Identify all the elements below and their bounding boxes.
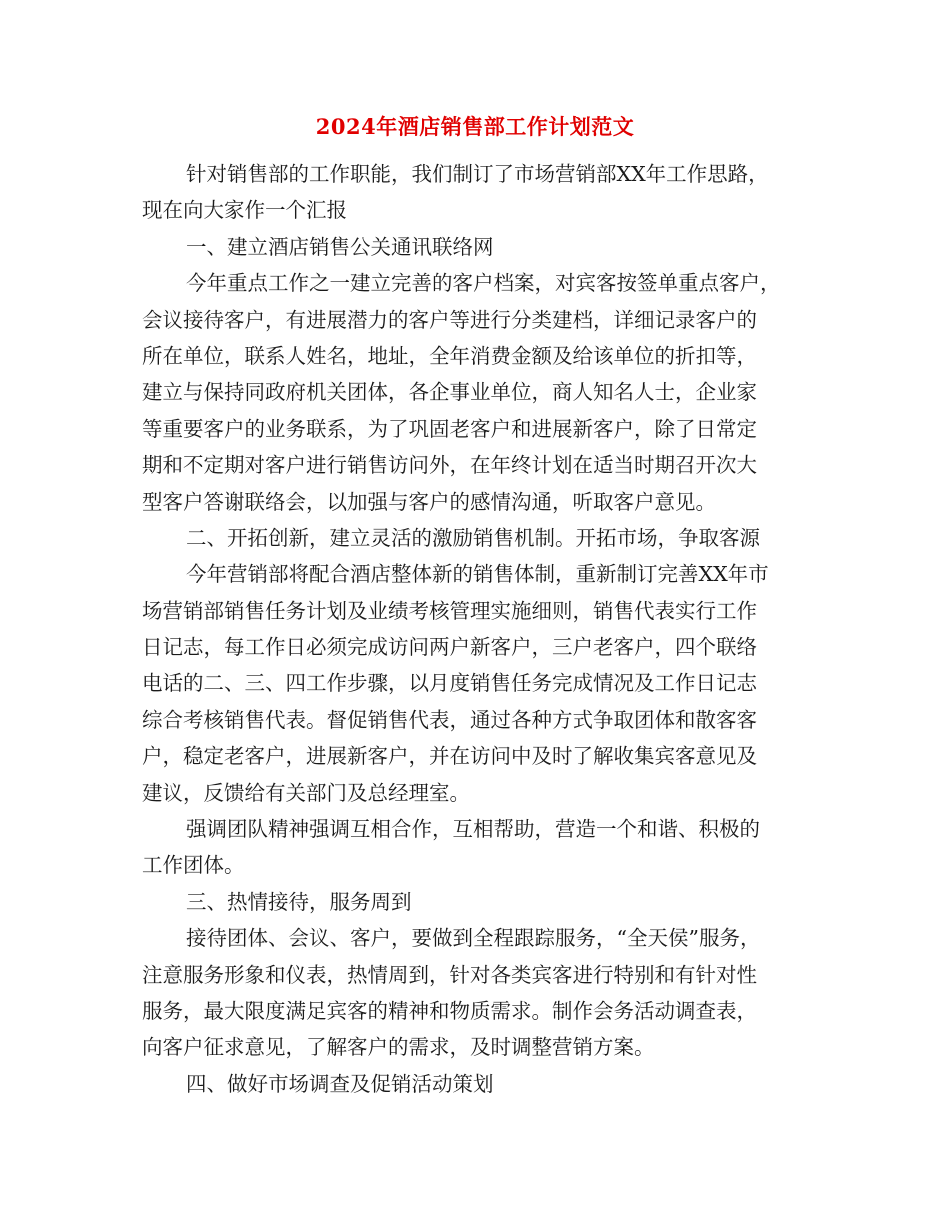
body-line: 向客户征求意见，了解客户的需求，及时调整营销方案。 [142, 1035, 655, 1060]
body-line: 二、开拓创新，建立灵活的激励销售机制。开拓市场，争取客源 [186, 525, 760, 550]
body-line: 三、热情接待，服务周到 [186, 889, 412, 914]
body-line: 场营销部销售任务计划及业绩考核管理实施细则，销售代表实行工作 [142, 598, 757, 623]
body-line: 接待团体、会议、客户，要做到全程跟踪服务，“全天侯”服务， [186, 926, 761, 951]
body-line: 户，稳定老客户，进展新客户，并在访问中及时了解收集宾客意见及 [142, 744, 757, 769]
body-line: 等重要客户的业务联系，为了巩固老客户和进展新客户，除了日常定 [142, 416, 757, 441]
body-line: 今年重点工作之一建立完善的客户档案，对宾客按签单重点客户， [186, 271, 781, 296]
document-body [142, 156, 812, 1102]
body-line: 现在向大家作一个汇报 [142, 198, 347, 223]
body-line: 针对销售部的工作职能，我们制订了市场营销部XX年工作思路， [186, 162, 769, 186]
body-line: 一、建立酒店销售公关通讯联络网 [186, 234, 494, 259]
body-line: 注意服务形象和仪表，热情周到，针对各类宾客进行特别和有针对性 [142, 962, 757, 987]
body-line: 建议，反馈给有关部门及总经理室。 [142, 780, 470, 805]
body-line: 建立与保持同政府机关团体，各企事业单位，商人知名人士，企业家 [142, 380, 757, 405]
body-line: 强调团队精神强调互相合作，互相帮助，营造一个和谐、积极的 [186, 817, 760, 842]
body-line: 四、做好市场调查及促销活动策划 [186, 1071, 494, 1096]
body-line: 服务，最大限度满足宾客的精神和物质需求。制作会务活动调查表， [142, 998, 757, 1023]
body-line: 日记志，每工作日必须完成访问两户新客户，三户老客户，四个联络 [142, 635, 757, 660]
body-line: 综合考核销售代表。督促销售代表，通过各种方式争取团体和散客客 [142, 707, 757, 732]
body-line: 会议接待客户，有进展潜力的客户等进行分类建档，详细记录客户的 [142, 307, 757, 332]
body-line: 电话的二、三、四工作步骤，以月度销售任务完成情况及工作日记志 [142, 671, 757, 696]
body-line: 工作团体。 [142, 853, 245, 878]
document-title: 2024年酒店销售部工作计划范文 [315, 114, 635, 139]
body-line: 今年营销部将配合酒店整体新的销售体制，重新制订完善XX年市 [186, 562, 769, 587]
body-line: 型客户答谢联络会，以加强与客户的感情沟通，听取客户意见。 [142, 489, 716, 514]
body-line: 所在单位，联系人姓名，地址，全年消费金额及给该单位的折扣等， [142, 343, 757, 368]
body-line: 期和不定期对客户进行销售访问外，在年终计划在适当时期召开次大 [142, 453, 757, 478]
